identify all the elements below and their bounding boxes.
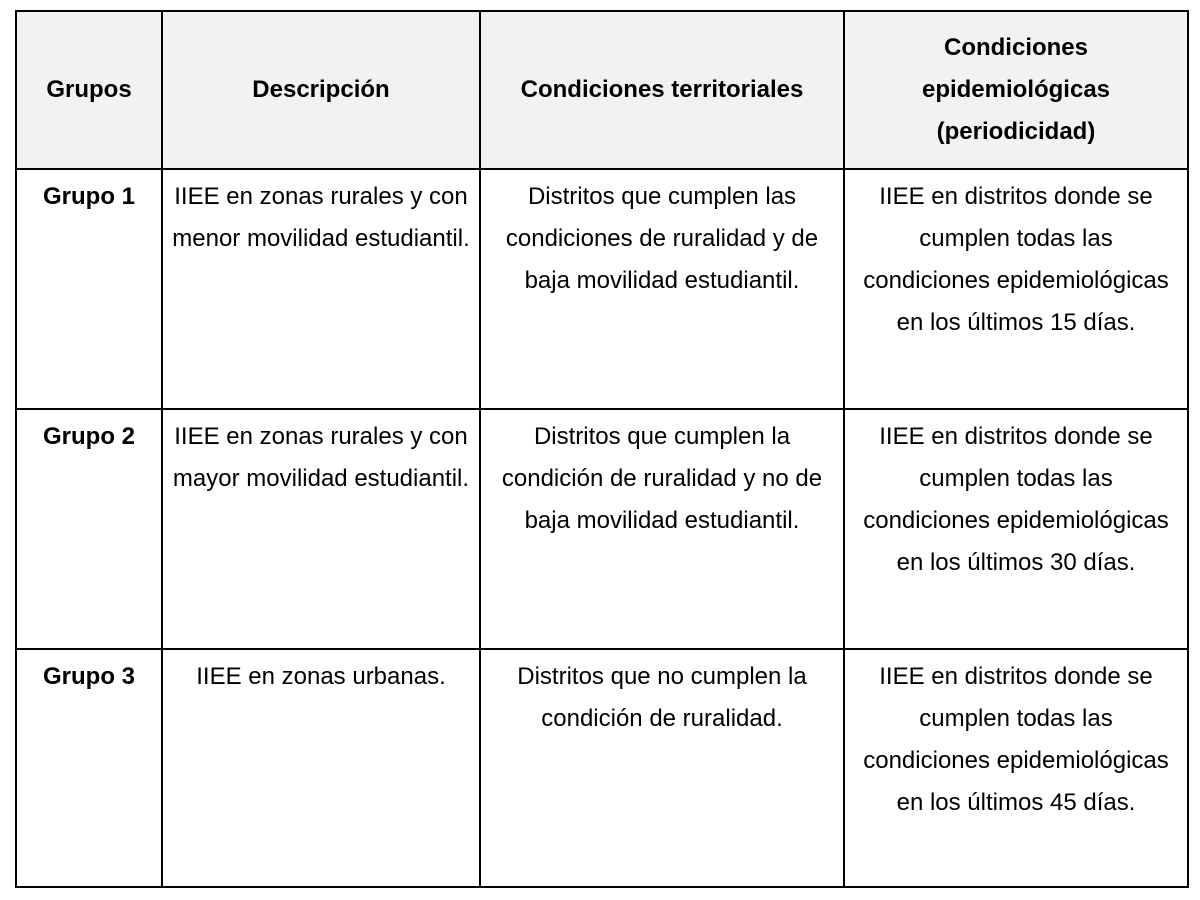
- description-cell: IIEE en zonas rurales y con mayor movilidad estudiantil.: [162, 409, 480, 649]
- header-row: [16, 11, 1188, 169]
- table-row: [16, 169, 1188, 409]
- territorial-cell: Distritos que cumplen la condición de ruralidad y no de baja movilidad estudiantil.: [480, 409, 844, 649]
- table-body: [16, 169, 1188, 887]
- territorial-cell: Distritos que no cumplen la condición de ruralidad.: [480, 649, 844, 887]
- header-territorial-conditions: Condiciones territoriales: [480, 11, 844, 169]
- description-cell: IIEE en zonas urbanas.: [162, 649, 480, 887]
- header-groups: Grupos: [16, 11, 162, 169]
- epidemiological-cell: IIEE en distritos donde se cumplen todas las condiciones epidemiológicas en los últimos 45 días.: [844, 649, 1188, 887]
- group-cell: Grupo 3: [16, 649, 162, 887]
- territorial-cell: Distritos que cumplen las condiciones de ruralidad y de baja movilidad estudiantil.: [480, 169, 844, 409]
- groups-table: [15, 10, 1189, 888]
- group-cell: Grupo 2: [16, 409, 162, 649]
- table-row: [16, 409, 1188, 649]
- epidemiological-cell: IIEE en distritos donde se cumplen todas las condiciones epidemiológicas en los últimos 15 días.: [844, 169, 1188, 409]
- header-epidemiological-conditions: Condiciones epidemiológicas (periodicidad): [844, 11, 1188, 169]
- header-description: Descripción: [162, 11, 480, 169]
- epidemiological-cell: IIEE en distritos donde se cumplen todas las condiciones epidemiológicas en los últimos 30 días.: [844, 409, 1188, 649]
- group-cell: Grupo 1: [16, 169, 162, 409]
- description-cell: IIEE en zonas rurales y con menor movilidad estudiantil.: [162, 169, 480, 409]
- table-row: [16, 649, 1188, 887]
- table-header: [16, 11, 1188, 169]
